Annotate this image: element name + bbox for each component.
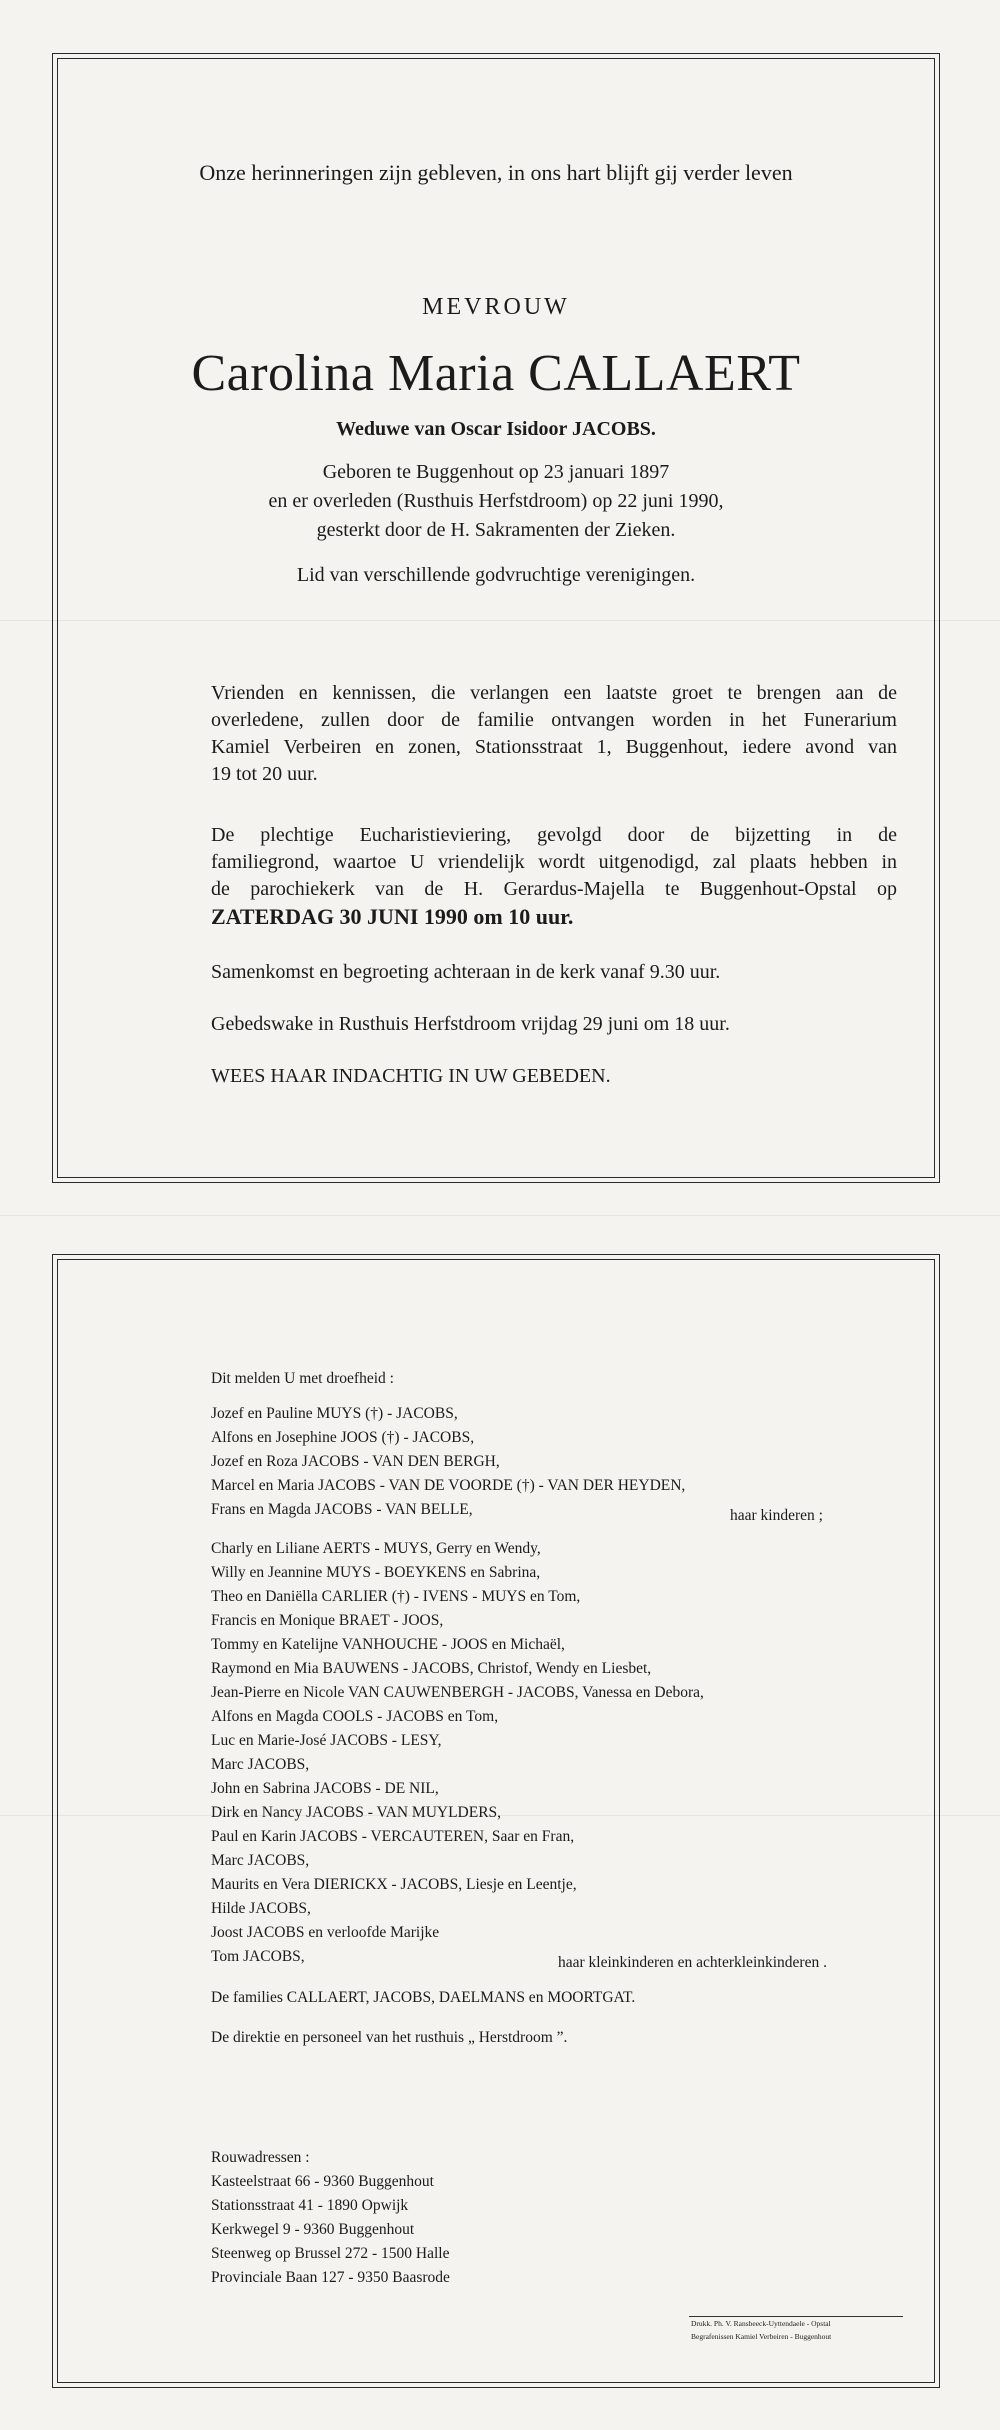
families-line: De families CALLAERT, JACOBS, DAELMANS en MOORTGAT. bbox=[211, 1989, 636, 2006]
mass-date: ZATERDAG 30 JUNI 1990 om 10 uur. bbox=[211, 904, 574, 929]
list-item: Dirk en Nancy JACOBS - VAN MUYLDERS, bbox=[211, 1804, 502, 1821]
list-item: Alfons en Josephine JOOS (†) - JACOBS, bbox=[211, 1429, 475, 1446]
children-label: haar kinderen ; bbox=[730, 1507, 823, 1524]
list-item: Jean-Pierre en Nicole VAN CAUWENBERGH - JACOBS, Vanessa en Debora, bbox=[211, 1684, 704, 1701]
mass-paragraph bbox=[211, 822, 897, 930]
address-line: Stationsstraat 41 - 1890 Opwijk bbox=[211, 2197, 409, 2214]
list-item: Raymond en Mia BAUWENS - JACOBS, Christof, Wendy en Liesbet, bbox=[211, 1660, 652, 1677]
list-item: Tom JACOBS, bbox=[211, 1948, 305, 1965]
list-item: Marcel en Maria JACOBS - VAN DE VOORDE (†) - VAN DER HEYDEN, bbox=[211, 1477, 686, 1494]
list-item: Marc JACOBS, bbox=[211, 1852, 310, 1869]
memorial-motto: Onze herinneringen zijn gebleven, in ons hart blijft gij verder leven bbox=[199, 160, 793, 185]
paper-fold-line bbox=[0, 1215, 1000, 1216]
visitation-paragraph bbox=[211, 680, 897, 788]
list-item: Marc JACOBS, bbox=[211, 1756, 310, 1773]
intro-line: Dit melden U met droefheid : bbox=[211, 1370, 394, 1387]
announcement-card-back bbox=[52, 1254, 940, 2388]
mass-line: De plechtige Eucharistieviering, gevolgd door de bijzetting in de bbox=[211, 824, 897, 846]
list-item: Luc en Marie-José JACOBS - LESY, bbox=[211, 1732, 442, 1749]
list-item: Jozef en Roza JACOBS - VAN DEN BERGH, bbox=[211, 1453, 500, 1470]
vigil-line: Gebedswake in Rusthuis Herfstdroom vrijdag 29 juni om 18 uur. bbox=[211, 1013, 730, 1035]
printer-line: Begrafenissen Kamiel Verbeiren - Buggenhout bbox=[691, 2332, 832, 2341]
widow-line: Weduwe van Oscar Isidoor JACOBS. bbox=[336, 418, 656, 440]
visitation-line: 19 tot 20 uur. bbox=[211, 763, 318, 785]
address-line: Steenweg op Brussel 272 - 1500 Halle bbox=[211, 2245, 450, 2262]
announcement-card-front bbox=[52, 53, 940, 1183]
honorific-title: MEVROUW bbox=[422, 294, 570, 320]
list-item: Maurits en Vera DIERICKX - JACOBS, Liesje en Leentje, bbox=[211, 1876, 577, 1893]
list-item: Tommy en Katelijne VANHOUCHE - JOOS en Michaël, bbox=[211, 1636, 565, 1653]
list-item: Francis en Monique BRAET - JOOS, bbox=[211, 1612, 444, 1629]
printer-rule bbox=[689, 2316, 903, 2317]
membership-line: Lid van verschillende godvruchtige verenigingen. bbox=[296, 564, 696, 586]
printer-line: Drukk. Ph. V. Ransbeeck-Uyttendaele - Opstal bbox=[691, 2319, 831, 2328]
address-line: Kasteelstraat 66 - 9360 Buggenhout bbox=[211, 2173, 434, 2190]
list-item: Willy en Jeannine MUYS - BOEYKENS en Sabrina, bbox=[211, 1564, 541, 1581]
closing-line: WEES HAAR INDACHTIG IN UW GEBEDEN. bbox=[211, 1065, 611, 1087]
list-item: Alfons en Magda COOLS - JACOBS en Tom, bbox=[211, 1708, 499, 1725]
list-item: Frans en Magda JACOBS - VAN BELLE, bbox=[211, 1501, 473, 1518]
list-item: Joost JACOBS en verloofde Marijke bbox=[211, 1924, 440, 1941]
list-item: Theo en Daniëlla CARLIER (†) - IVENS - MUYS en Tom, bbox=[211, 1588, 581, 1605]
address-line: Kerkwegel 9 - 9360 Buggenhout bbox=[211, 2221, 415, 2238]
visitation-line: Kamiel Verbeiren en zonen, Stationsstraat 1, Buggenhout, iedere avond van bbox=[211, 736, 897, 758]
list-item: Hilde JACOBS, bbox=[211, 1900, 311, 1917]
deceased-name: Carolina Maria CALLAERT bbox=[191, 345, 801, 402]
list-item: Charly en Liliane AERTS - MUYS, Gerry en Wendy, bbox=[211, 1540, 541, 1557]
birth-line: Geboren te Buggenhout op 23 januari 1897 bbox=[322, 461, 670, 483]
grandchildren-label: haar kleinkinderen en achterkleinkinderen . bbox=[558, 1954, 827, 1971]
card-inner-border bbox=[57, 58, 935, 1178]
mass-line: de parochiekerk van de H. Gerardus-Majella te Buggenhout-Opstal op bbox=[211, 878, 897, 900]
list-item: Paul en Karin JACOBS - VERCAUTEREN, Saar en Fran, bbox=[211, 1828, 575, 1845]
visitation-line: Vrienden en kennissen, die verlangen een laatste groet te brengen aan de bbox=[211, 682, 897, 704]
death-line: en er overleden (Rusthuis Herfstdroom) op 22 juni 1990, bbox=[268, 490, 724, 512]
list-item: Jozef en Pauline MUYS (†) - JACOBS, bbox=[211, 1405, 458, 1422]
addresses-label: Rouwadressen : bbox=[211, 2149, 310, 2166]
meeting-line: Samenkomst en begroeting achteraan in de kerk vanaf 9.30 uur. bbox=[211, 961, 721, 983]
address-line: Provinciale Baan 127 - 9350 Baasrode bbox=[211, 2269, 450, 2286]
list-item: John en Sabrina JACOBS - DE NIL, bbox=[211, 1780, 439, 1797]
mass-line: familiegrond, waartoe U vriendelijk wordt uitgenodigd, zal plaats hebben in bbox=[211, 851, 897, 873]
sacraments-line: gesterkt door de H. Sakramenten der Zieken. bbox=[316, 519, 676, 541]
staff-line: De direktie en personeel van het rusthuis „ Herstdroom ”. bbox=[211, 2029, 568, 2046]
visitation-line: overledene, zullen door de familie ontvangen worden in het Funerarium bbox=[211, 709, 897, 731]
